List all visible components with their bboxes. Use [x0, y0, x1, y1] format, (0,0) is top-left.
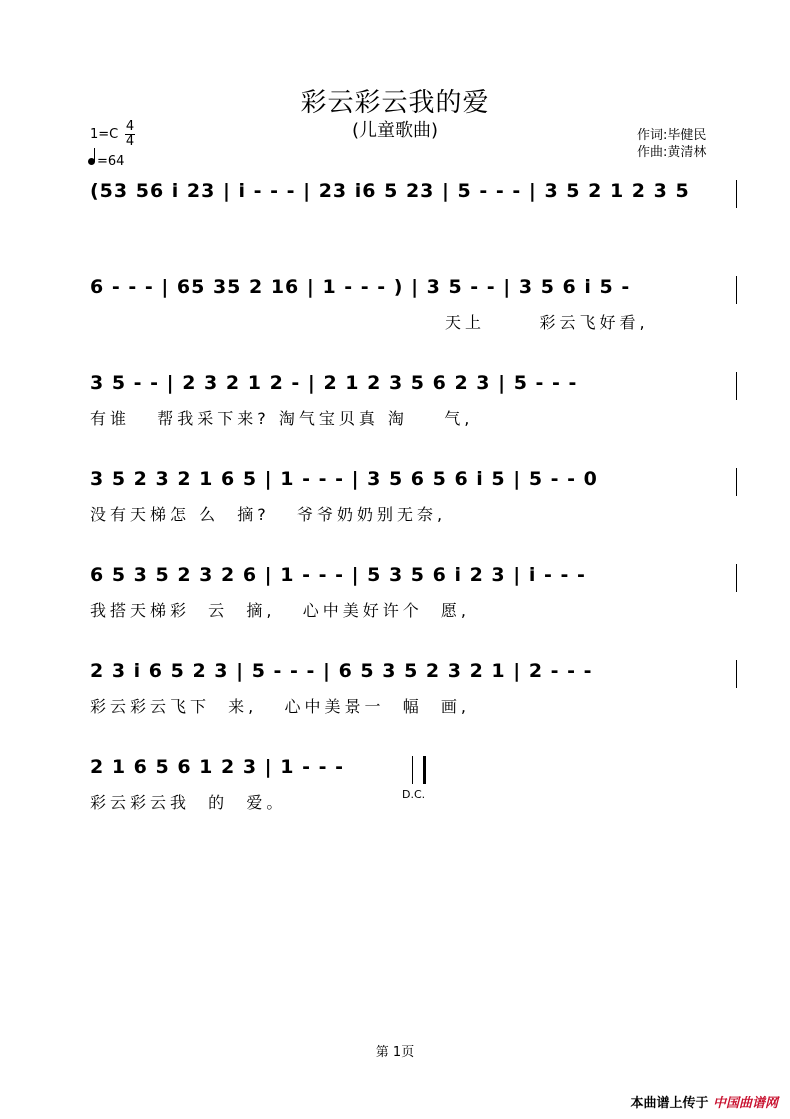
row-notes: (53 56 i 23 | i - - - | 23 i6 5 23 | 5 - - - | 3 5 2 1 2 3 5	[90, 180, 690, 202]
da-capo-mark: D.C.	[402, 788, 426, 801]
page-number: 第 1页	[375, 1045, 415, 1060]
site-logo: 中国曲谱网	[712, 1096, 778, 1111]
tempo-marking	[88, 154, 124, 169]
key-signature: 1=C	[90, 127, 119, 142]
barline	[736, 660, 737, 688]
row-lyrics: 彩云彩云飞下 来, 心中美景一 幅 画,	[90, 697, 470, 716]
row-lyrics: 我搭天梯彩 云 摘, 心中美好许个 愿,	[90, 601, 470, 620]
time-top: 4	[125, 119, 135, 134]
barline	[736, 564, 737, 592]
final-barline	[412, 756, 426, 784]
score-row-2	[90, 276, 740, 332]
row-notes: 3 5 2 3 2 1 6 5 | 1 - - - | 3 5 6 5 6 i 5 | 5 - - 0	[90, 468, 598, 490]
upload-credit	[630, 1092, 778, 1111]
score-row-7	[90, 756, 740, 812]
score-row-5	[90, 564, 740, 620]
score-row-3	[90, 372, 740, 428]
barline	[736, 468, 737, 496]
tempo-value: =64	[97, 154, 125, 169]
lyricist: 作词:毕健民	[637, 128, 707, 143]
composer: 作曲:黄清林	[637, 145, 707, 160]
score-row-6	[90, 660, 740, 716]
row-notes: 2 3 i 6 5 2 3 | 5 - - - | 6 5 3 5 2 3 2 1 | 2 - - -	[90, 660, 593, 682]
row-notes: 3 5 - - | 2 3 2 1 2 - | 2 1 2 3 5 6 2 3 | 5 - - -	[90, 372, 578, 394]
quarter-note-icon	[88, 158, 95, 165]
row-lyrics: 彩云彩云我 的 爱。	[90, 793, 287, 812]
barline	[736, 372, 737, 400]
barline	[736, 276, 737, 304]
credits	[637, 127, 706, 161]
row-notes: 2 1 6 5 6 1 2 3 | 1 - - -	[90, 756, 344, 778]
score-row-4	[90, 468, 740, 524]
row-notes: 6 5 3 5 2 3 2 6 | 1 - - - | 5 3 5 6 i 2 3 | i - - -	[90, 564, 586, 586]
row-lyrics: 天上 彩云飞好看,	[445, 313, 649, 332]
upload-text: 本曲谱上传于	[630, 1096, 709, 1111]
row-lyrics: 没有天梯怎 么 摘? 爷爷奶奶别无奈,	[90, 505, 447, 524]
row-lyrics: 有谁 帮我采下来? 淘气宝贝真 淘 气,	[90, 409, 474, 428]
time-bottom: 4	[125, 134, 135, 149]
time-signature	[125, 120, 135, 149]
song-subtitle: (儿童歌曲)	[351, 120, 439, 141]
row-notes: 6 - - - | 65 35 2 16 | 1 - - - ) | 3 5 - - | 3 5 6 i 5 -	[90, 276, 631, 298]
song-title: 彩云彩云我的爱	[300, 88, 490, 118]
barline	[736, 180, 737, 208]
score-row-1	[90, 180, 740, 210]
